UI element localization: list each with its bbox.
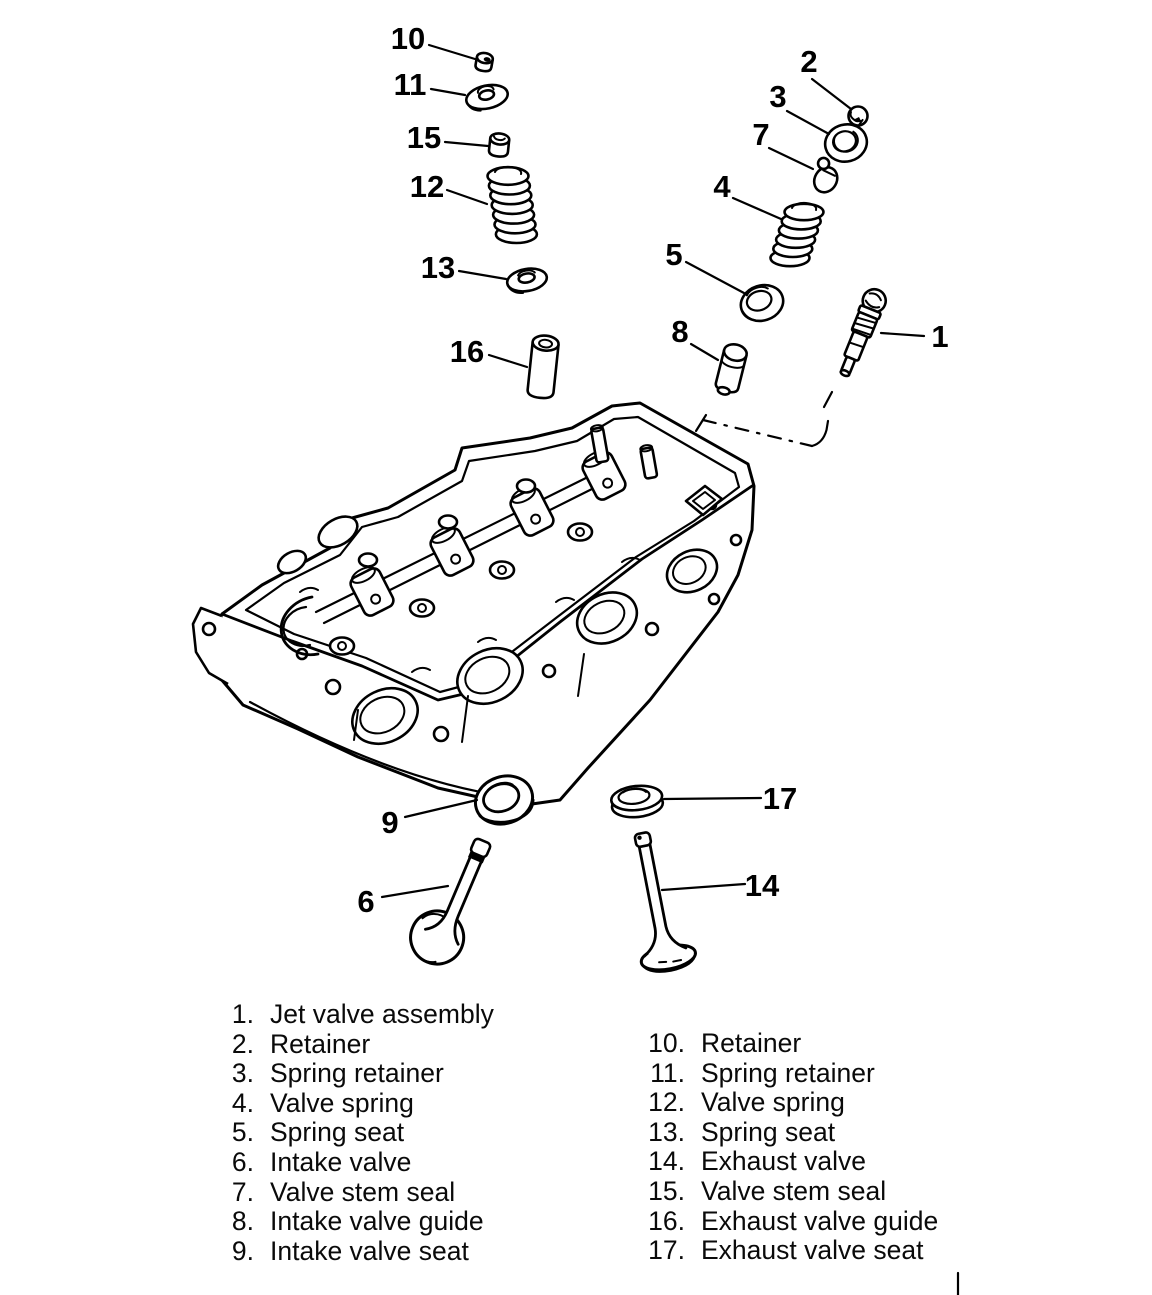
part-spring-seat-13	[505, 266, 548, 296]
part-valve-spring-4	[771, 203, 824, 266]
cylinder-head	[193, 403, 754, 806]
legend-item	[641, 1088, 938, 1118]
legend-item-number: 15.	[648, 1175, 685, 1206]
leader-line-17	[664, 798, 761, 799]
callout-4: 4	[713, 169, 731, 204]
legend-item-label: Valve stem seal	[270, 1176, 456, 1207]
legend-item-number: 11.	[650, 1057, 685, 1088]
leader-line-2	[812, 79, 851, 109]
leader-line-11	[431, 89, 465, 95]
legend-item-number: 6.	[231, 1146, 254, 1177]
part-exhaust-valve-seat-17	[610, 783, 664, 819]
legend-item	[226, 1118, 494, 1148]
legend-item	[226, 1178, 494, 1208]
part-spring-retainer-11	[464, 81, 510, 113]
legend-item-label: Intake valve	[270, 1146, 412, 1177]
leader-line-16	[489, 355, 527, 367]
leader-line-3	[787, 111, 829, 134]
legend-item	[641, 1029, 938, 1059]
legend-item-label: Valve spring	[701, 1087, 845, 1118]
callout-12: 12	[409, 169, 445, 204]
legend-item-number: 1.	[231, 999, 254, 1029]
callout-7: 7	[752, 117, 770, 152]
legend-item-number: 4.	[231, 1087, 254, 1118]
callout-13: 13	[420, 250, 456, 285]
legend-item-label: Exhaust valve seat	[701, 1235, 924, 1266]
legend-item	[641, 1059, 938, 1089]
leader-line-7	[769, 148, 813, 169]
callout-14: 14	[744, 868, 780, 903]
leader-line-10	[429, 45, 475, 59]
legend-item-label: Spring retainer	[270, 1058, 444, 1089]
legend-item-number: 9.	[231, 1235, 254, 1266]
leader-line-8	[691, 344, 718, 360]
legend-item-number: 12.	[648, 1087, 685, 1118]
leader-line-13	[459, 271, 506, 279]
legend-item-label: Valve spring	[270, 1087, 414, 1118]
legend-item	[226, 1237, 494, 1267]
legend-item-label: Intake valve seat	[270, 1235, 469, 1266]
callout-11: 11	[393, 67, 427, 102]
legend-item-label: Spring retainer	[701, 1057, 875, 1088]
legend-item	[226, 1030, 494, 1060]
legend-item-label: Retainer	[270, 1028, 371, 1059]
leader-line-6	[382, 886, 448, 897]
legend-item	[641, 1147, 938, 1177]
leader-line-1	[881, 333, 924, 336]
legend-item	[641, 1177, 938, 1207]
legend-item	[226, 1059, 494, 1089]
legend-item	[641, 1207, 938, 1237]
callout-3: 3	[769, 79, 787, 114]
legend-item-label: Exhaust valve guide	[701, 1205, 939, 1236]
legend-item-number: 14.	[648, 1146, 685, 1177]
part-retainer-10	[475, 52, 494, 73]
callout-2: 2	[800, 44, 818, 79]
legend-item-number: 5.	[231, 1117, 254, 1148]
jet-valve-locator-line	[696, 392, 832, 446]
legend-item-number: 16.	[648, 1205, 685, 1236]
legend-item-label: Jet valve assembly	[270, 999, 494, 1029]
legend-item-number: 13.	[648, 1116, 685, 1147]
callout-8: 8	[671, 314, 689, 349]
legend-item-number: 2.	[231, 1028, 254, 1059]
part-exhaust-valve-14	[617, 828, 698, 976]
legend-item-label: Spring seat	[701, 1116, 836, 1147]
legend-item-label: Exhaust valve	[701, 1146, 866, 1177]
callout-16: 16	[449, 334, 485, 369]
callout-10: 10	[390, 21, 426, 56]
part-valve-spring-12	[488, 167, 537, 243]
part-intake-valve-6	[402, 829, 503, 973]
legend-item-number: 3.	[231, 1058, 254, 1089]
legend-item-number: 17.	[648, 1235, 685, 1266]
legend-item	[226, 1207, 494, 1237]
leader-line-12	[447, 190, 487, 204]
callout-17: 17	[762, 781, 798, 816]
callout-6: 6	[357, 884, 375, 919]
part-intake-valve-guide-8	[714, 342, 749, 398]
leader-line-15	[445, 142, 488, 146]
legend-item-number: 10.	[648, 1028, 685, 1058]
callout-9: 9	[381, 805, 399, 840]
legend-column-right	[641, 1029, 938, 1266]
legend-item-label: Spring seat	[270, 1117, 405, 1148]
legend-item-number: 8.	[231, 1206, 254, 1237]
legend-column-left	[226, 1000, 494, 1266]
legend-item	[641, 1118, 938, 1148]
leader-line-9	[405, 800, 477, 817]
part-valve-stem-seal-15	[488, 133, 509, 158]
part-exhaust-valve-guide-16	[527, 334, 559, 399]
legend-item	[226, 1000, 494, 1030]
legend-item	[226, 1148, 494, 1178]
leader-line-14	[662, 884, 745, 890]
legend-item	[226, 1089, 494, 1119]
callout-15: 15	[406, 120, 442, 155]
leader-line-4	[733, 198, 781, 219]
legend-item-label: Retainer	[701, 1028, 802, 1058]
part-spring-seat-5	[736, 280, 788, 327]
legend-item-label: Valve stem seal	[701, 1175, 887, 1206]
callout-1: 1	[931, 319, 949, 354]
legend-item-number: 7.	[231, 1176, 254, 1207]
callout-5: 5	[665, 237, 683, 272]
leader-line-5	[686, 262, 744, 293]
legend-item	[641, 1236, 938, 1266]
legend-item-label: Intake valve guide	[270, 1206, 484, 1237]
